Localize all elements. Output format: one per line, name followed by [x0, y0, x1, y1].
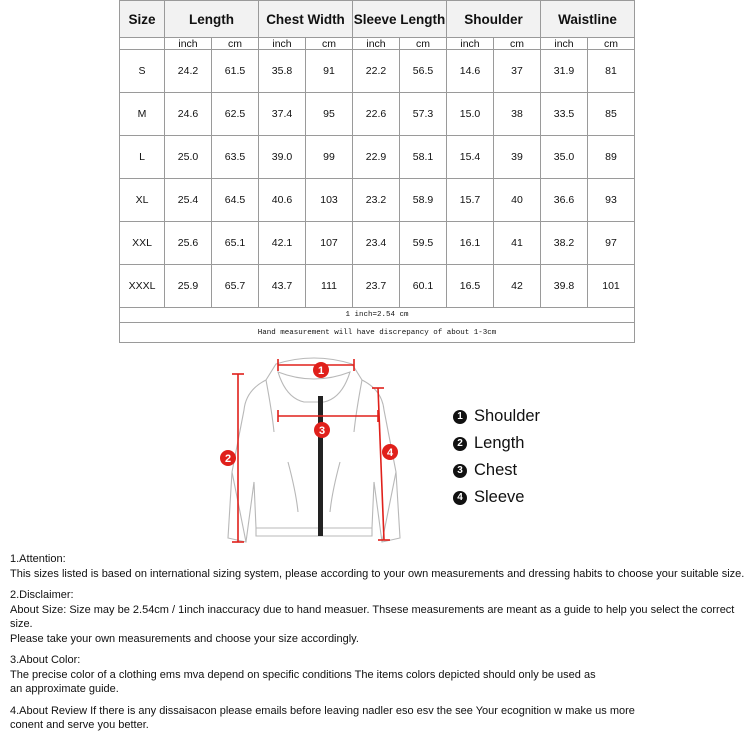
value-cell: 24.6 — [165, 93, 212, 136]
table-row — [120, 93, 635, 136]
marker-4-label: 4 — [386, 447, 394, 459]
marker-2-icon — [220, 450, 236, 466]
value-cell: 60.1 — [400, 265, 447, 308]
legend-label: Chest — [474, 461, 518, 479]
value-cell: 111 — [306, 265, 353, 308]
disclaimer-title: 2.Disclaimer: — [10, 589, 74, 601]
value-cell: 42.1 — [259, 222, 306, 265]
value-cell: 35.8 — [259, 50, 306, 93]
value-cell: 40 — [494, 179, 541, 222]
table-header-row — [120, 1, 635, 38]
unit-label: inch — [165, 38, 212, 50]
size-chart-table — [119, 0, 635, 343]
legend-label: Sleeve — [474, 488, 525, 506]
size-cell: L — [120, 136, 165, 179]
value-cell: 24.2 — [165, 50, 212, 93]
value-cell: 15.7 — [447, 179, 494, 222]
discrepancy-note: Hand measurement will have discrepancy of about 1-3cm — [120, 323, 635, 343]
unit-label: inch — [353, 38, 400, 50]
units-empty-cell — [120, 38, 165, 50]
marker-4-icon — [382, 444, 398, 460]
color-title: 3.About Color: — [10, 654, 81, 666]
value-cell: 25.4 — [165, 179, 212, 222]
value-cell: 91 — [306, 50, 353, 93]
legend-item-sleeve — [453, 484, 540, 511]
table-row — [120, 265, 635, 308]
disclaimer-text: About Size: Size may be 2.54cm / 1inch inaccuracy due to hand measuer. Thsese measurements are meant as a guide to help you select the correct size. — [10, 603, 735, 630]
value-cell: 65.7 — [212, 265, 259, 308]
unit-label: cm — [212, 38, 259, 50]
unit-label: cm — [306, 38, 353, 50]
review-text: conent and serve you better. — [10, 719, 149, 731]
value-cell: 62.5 — [212, 93, 259, 136]
unit-label: inch — [447, 38, 494, 50]
size-cell: XXXL — [120, 265, 165, 308]
value-cell: 33.5 — [541, 93, 588, 136]
jacket-zipper — [318, 396, 326, 536]
value-cell: 59.5 — [400, 222, 447, 265]
value-cell: 22.6 — [353, 93, 400, 136]
legend-item-shoulder — [453, 403, 540, 430]
header-shoulder: Shoulder — [447, 1, 541, 38]
value-cell: 23.7 — [353, 265, 400, 308]
disclaimer-text: Please take your own measurements and choose your size accordingly. — [10, 632, 359, 645]
value-cell: 81 — [588, 50, 635, 93]
header-length: Length — [165, 1, 259, 38]
value-cell: 38 — [494, 93, 541, 136]
unit-label: cm — [588, 38, 635, 50]
value-cell: 57.3 — [400, 93, 447, 136]
value-cell: 23.2 — [353, 179, 400, 222]
units-row — [120, 38, 635, 50]
value-cell: 22.2 — [353, 50, 400, 93]
table-row — [120, 136, 635, 179]
color-text: The precise color of a clothing ems mva depend on specific conditions The items colors depicted should only be used as — [10, 668, 596, 681]
value-cell: 41 — [494, 222, 541, 265]
header-sleeve-length: Sleeve Length — [353, 1, 447, 38]
value-cell: 16.1 — [447, 222, 494, 265]
value-cell: 35.0 — [541, 136, 588, 179]
legend-label: Shoulder — [474, 407, 541, 425]
header-chest-width: Chest Width — [259, 1, 353, 38]
value-cell: 65.1 — [212, 222, 259, 265]
attention-text: This sizes listed is based on international sizing system, please according to your own measurements and dressing habits to choose your suitable size. — [10, 567, 745, 580]
color-text: an approximate guide. — [10, 683, 119, 695]
discrepancy-note-row — [120, 323, 635, 343]
value-cell: 16.5 — [447, 265, 494, 308]
unit-label: cm — [494, 38, 541, 50]
legend-number-icon: 2 — [453, 437, 467, 451]
marker-1-icon — [313, 362, 329, 378]
legend-item-chest — [453, 457, 540, 484]
value-cell: 23.4 — [353, 222, 400, 265]
header-size: Size — [120, 1, 165, 38]
disclaimer-section — [10, 588, 746, 646]
review-section — [10, 704, 746, 733]
value-cell: 39 — [494, 136, 541, 179]
table-row — [120, 50, 635, 93]
header-waistline: Waistline — [541, 1, 635, 38]
value-cell: 93 — [588, 179, 635, 222]
size-cell: XXL — [120, 222, 165, 265]
size-cell: XL — [120, 179, 165, 222]
marker-1-label: 1 — [317, 365, 325, 377]
notes-section — [10, 552, 746, 740]
value-cell: 14.6 — [447, 50, 494, 93]
marker-2-label: 2 — [224, 453, 232, 465]
value-cell: 38.2 — [541, 222, 588, 265]
value-cell: 89 — [588, 136, 635, 179]
table-row — [120, 222, 635, 265]
measurement-legend — [453, 403, 540, 511]
value-cell: 63.5 — [212, 136, 259, 179]
value-cell: 15.4 — [447, 136, 494, 179]
value-cell: 107 — [306, 222, 353, 265]
color-section — [10, 653, 746, 697]
value-cell: 37.4 — [259, 93, 306, 136]
value-cell: 37 — [494, 50, 541, 93]
legend-item-length — [453, 430, 540, 457]
value-cell: 58.1 — [400, 136, 447, 179]
value-cell: 25.9 — [165, 265, 212, 308]
value-cell: 103 — [306, 179, 353, 222]
legend-label: Length — [474, 434, 525, 452]
attention-title: 1.Attention: — [10, 553, 66, 565]
value-cell: 31.9 — [541, 50, 588, 93]
conversion-note: 1 inch=2.54 cm — [120, 308, 635, 323]
size-cell: M — [120, 93, 165, 136]
value-cell: 25.6 — [165, 222, 212, 265]
legend-number-icon: 4 — [453, 491, 467, 505]
unit-label: inch — [541, 38, 588, 50]
unit-label: cm — [400, 38, 447, 50]
value-cell: 22.9 — [353, 136, 400, 179]
marker-3-icon — [314, 422, 330, 438]
value-cell: 56.5 — [400, 50, 447, 93]
value-cell: 39.8 — [541, 265, 588, 308]
value-cell: 25.0 — [165, 136, 212, 179]
unit-label: inch — [259, 38, 306, 50]
jacket-outline — [228, 358, 400, 542]
value-cell: 36.6 — [541, 179, 588, 222]
review-text: 4.About Review If there is any dissaisacon please emails before leaving nadler eso esv the see Your ecognition w make us more — [10, 704, 635, 717]
jacket-measurement-diagram — [214, 352, 414, 550]
value-cell: 64.5 — [212, 179, 259, 222]
value-cell: 40.6 — [259, 179, 306, 222]
value-cell: 39.0 — [259, 136, 306, 179]
legend-number-icon: 3 — [453, 464, 467, 478]
attention-section — [10, 552, 746, 581]
conversion-note-row — [120, 308, 635, 323]
marker-3-label: 3 — [318, 425, 326, 437]
value-cell: 95 — [306, 93, 353, 136]
size-cell: S — [120, 50, 165, 93]
value-cell: 43.7 — [259, 265, 306, 308]
table-row — [120, 179, 635, 222]
legend-number-icon: 1 — [453, 410, 467, 424]
value-cell: 61.5 — [212, 50, 259, 93]
value-cell: 58.9 — [400, 179, 447, 222]
value-cell: 101 — [588, 265, 635, 308]
value-cell: 85 — [588, 93, 635, 136]
value-cell: 99 — [306, 136, 353, 179]
value-cell: 97 — [588, 222, 635, 265]
value-cell: 15.0 — [447, 93, 494, 136]
value-cell: 42 — [494, 265, 541, 308]
